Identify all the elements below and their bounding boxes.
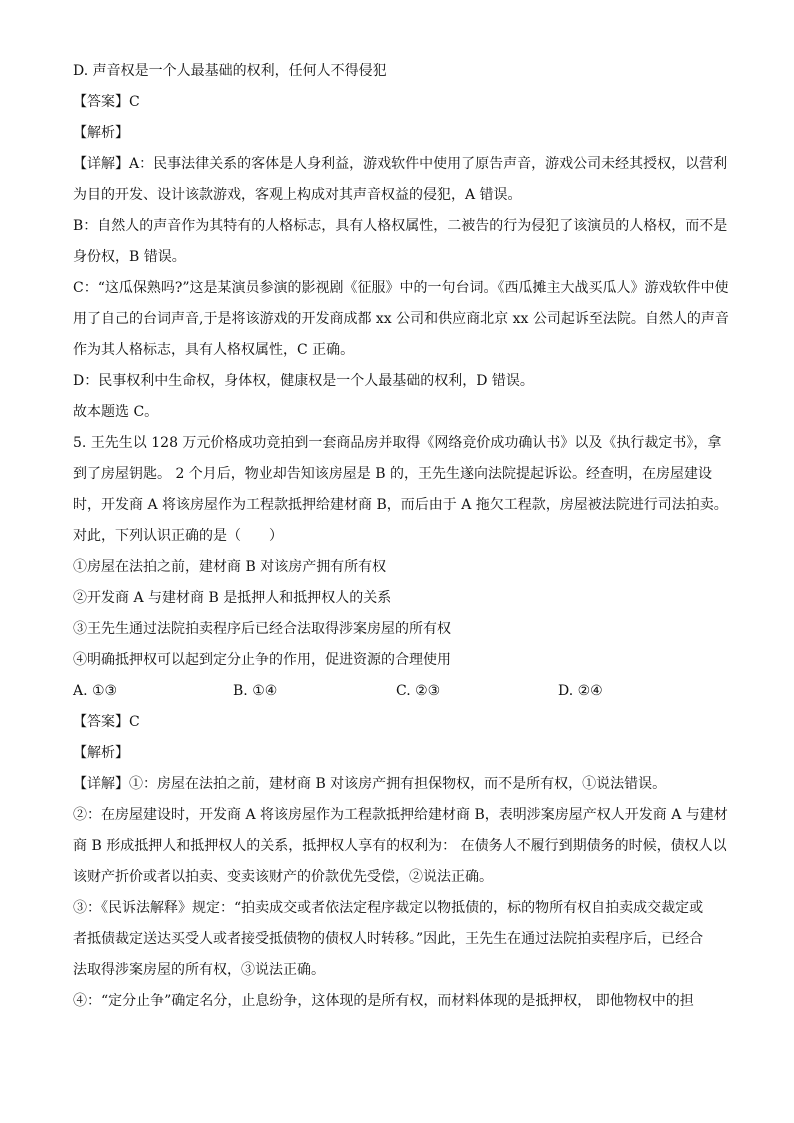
text-line: 用了自己的台词声音,于是将该游戏的开发商成都 xx 公司和供应商北京 xx 公司起诉至法院。自然人的声音 [73, 311, 729, 327]
paragraph-detail2_4 [73, 992, 723, 1011]
paragraph-answer2 [73, 713, 723, 732]
text-line: ②：在房屋建设时，开发商 A 将该房屋作为工程款抵押给建材商 B，表明涉案房屋产权人开发商 A 与建材 [73, 807, 728, 823]
text-line: 【解析】 [73, 125, 129, 141]
paragraph-statement2 [73, 589, 723, 608]
text-line: ③王先生通过法院拍卖程序后已经合法取得涉案房屋的所有权 [73, 621, 451, 637]
text-line: 身份权，B 错误。 [73, 249, 186, 265]
text-line: 【解析】 [73, 745, 129, 761]
paragraph-detail2_2 [73, 806, 728, 887]
content-top [73, 62, 729, 670]
text-line: 故本题选 C。 [73, 404, 159, 420]
choice-b: B. ①④ [233, 683, 278, 699]
text-line: 【答案】C [73, 714, 140, 730]
text-line: ②开发商 A 与建材商 B 是抵押人和抵押权人的关系 [73, 590, 392, 606]
text-line: D. 声音权是一个人最基础的权利，任何人不得侵犯 [73, 63, 387, 79]
text-line: B：自然人的声音作为其特有的人格标志，具有人格权属性，二被告的行为侵犯了该演员的人格权，而不是 [73, 218, 728, 234]
text-line: 时，开发商 A 将该房屋作为工程款抵押给建材商 B，而后由于 A 拖欠工程款，房屋被法院进行司法拍卖。 [73, 497, 728, 513]
paragraph-d_option_prev [73, 62, 723, 81]
text-line: 到了房屋钥匙。 2 个月后，物业却告知该房屋是 B 的，王先生遂向法院提起诉讼。经查明，在房屋建设 [73, 466, 712, 482]
choice-c: C. ②③ [396, 683, 441, 699]
paragraph-statement4 [73, 651, 723, 670]
paragraph-detail2_1 [73, 775, 723, 794]
text-line: 为目的开发、设计该款游戏，客观上构成对其声音权益的侵犯，A 错误。 [73, 187, 522, 203]
text-line: 【详解】A：民事法律关系的客体是人身利益，游戏软件中使用了原告声音，游戏公司未经其授权，以营利 [73, 156, 728, 172]
text-line: ①房屋在法拍之前，建材商 B 对该房产拥有所有权 [73, 559, 387, 575]
content-bottom [73, 713, 728, 1011]
choice-a: A. ①③ [73, 683, 118, 699]
text-line: 该财产折价或者以拍卖、变卖该财产的价款优先受偿，②说法正确。 [73, 869, 493, 885]
text-line: 对此，下列认识正确的是（ ） [73, 528, 283, 544]
paragraph-analysis2 [73, 744, 723, 763]
text-line: ③：《民诉法解释》规定：“拍卖成交或者依法定程序裁定以物抵债的，标的物所有权自拍卖成交裁定或 [73, 900, 704, 916]
paragraph-analysis1 [73, 124, 723, 143]
paragraph-statement3 [73, 620, 723, 639]
text-line: 作为其人格标志，具有人格权属性，C 正确。 [73, 342, 355, 358]
text-line: 商 B 形成抵押人和抵押权人的关系，抵押权人享有的权利为： 在债务人不履行到期债务的时候，债权人以 [73, 838, 727, 854]
paragraph-detail1_a [73, 155, 728, 205]
paragraph-detail1_b [73, 217, 728, 267]
paragraph-detail1_c [73, 279, 729, 360]
text-line: 5. 王先生以 128 万元价格成功竞拍到一套商品房并取得《网络竞价成功确认书》以及《执行裁定书》，拿 [73, 435, 722, 451]
text-line: ④明确抵押权可以起到定分止争的作用，促进资源的合理使用 [73, 652, 451, 668]
text-line: 法取得涉案房屋的所有权，③说法正确。 [73, 962, 325, 978]
text-line: 者抵债裁定送达买受人或者接受抵债物的债权人时转移。”因此，王先生在通过法院拍卖程序后，已经合 [73, 931, 704, 947]
text-line: D：民事权利中生命权，身体权，健康权是一个人最基础的权利，D 错误。 [73, 373, 534, 389]
paragraph-question5 [73, 434, 728, 546]
text-line: ④：“定分止争”确定名分，止息纷争，这体现的是所有权，而材料体现的是抵押权， 即他物权中的担 [73, 993, 694, 1009]
paragraph-detail2_3 [73, 899, 723, 980]
paragraph-answer1 [73, 93, 723, 112]
paragraph-conclusion1 [73, 403, 723, 422]
choice-d: D. ②④ [558, 683, 603, 699]
text-line: 【详解】①：房屋在法拍之前，建材商 B 对该房产拥有担保物权，而不是所有权，①说法错误。 [73, 776, 667, 792]
document-page [73, 62, 729, 1023]
text-line: C：“这瓜保熟吗?”这是某演员参演的影视剧《征服》中的一句台词。《西瓜摊主大战买瓜人》游戏软件中使 [73, 280, 729, 296]
paragraph-statement1 [73, 558, 723, 577]
text-line: 【答案】C [73, 94, 140, 110]
paragraph-detail1_d [73, 372, 723, 391]
choice-options [73, 682, 723, 701]
